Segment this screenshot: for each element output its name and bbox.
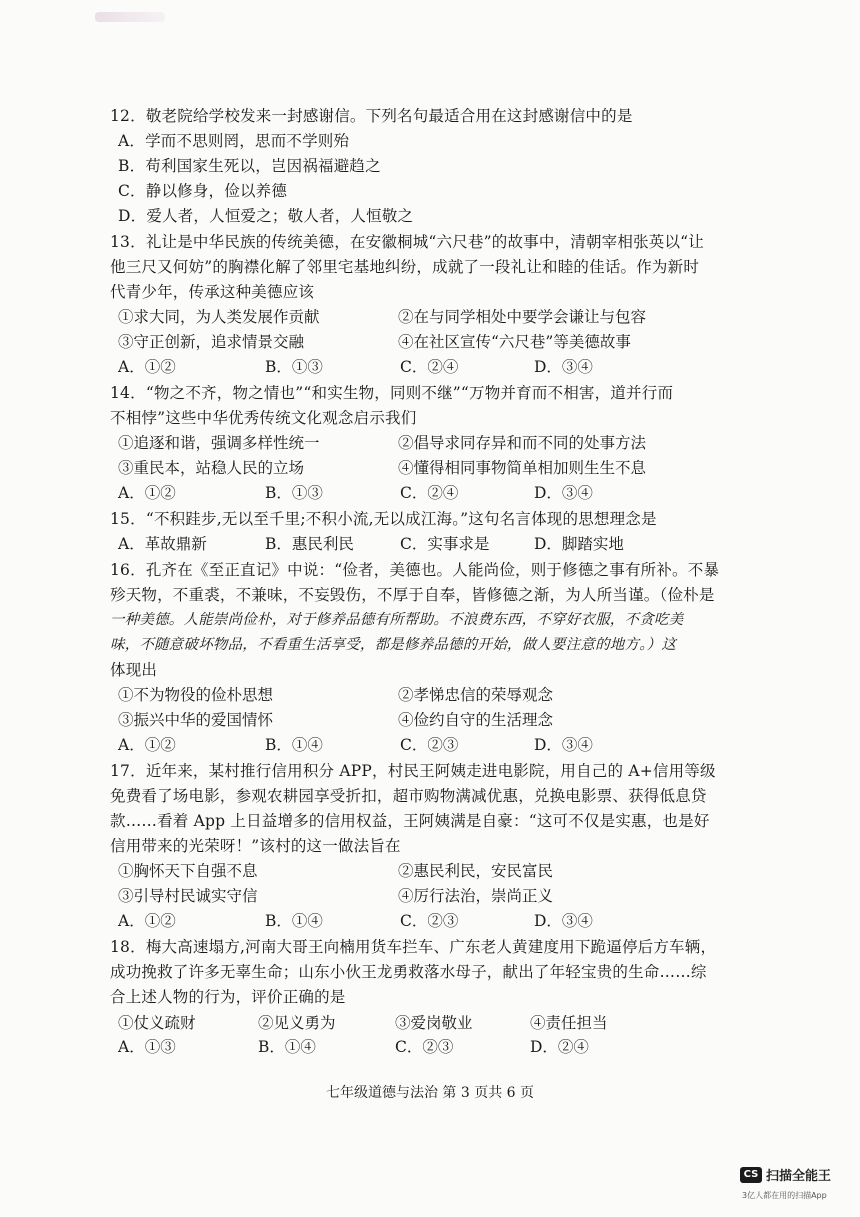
q18-choice-c: C．②③ xyxy=(395,1038,454,1056)
q14-choice-b: B．①③ xyxy=(265,484,323,502)
scanner-app-name: 扫描全能王 xyxy=(766,1169,832,1184)
q16-choice-d: D．③④ xyxy=(534,736,593,754)
q18-stem-line: 18．梅大高速塌方,河南大哥王向楠用货车拦车、广东老人黄建度用下跪逼停后方车辆， xyxy=(110,938,717,956)
q14-choice-d: D．③④ xyxy=(534,484,593,502)
q17-choice-d: D．③④ xyxy=(534,912,593,930)
q16-translation-line: 一种美德。人能崇尚俭朴，对于修养品德有所帮助。不浪费东西，不穿好衣服，不贪吃美 xyxy=(110,612,684,628)
q14-item-2: ②倡导求同存异和而不同的处事方法 xyxy=(398,434,647,452)
page-footer: 七年级道德与法治 第 3 页共 6 页 xyxy=(325,1085,535,1101)
q16-item-4: ④俭约自守的生活理念 xyxy=(398,711,554,729)
q13-stem-line: 代青少年，传承这种美德应该 xyxy=(110,283,315,301)
q17-item-3: ③引导村民诚实守信 xyxy=(118,887,258,905)
q16-choice-b: B．①④ xyxy=(265,736,323,754)
q17-choice-b: B．①④ xyxy=(265,912,323,930)
q16-translation-line: 味，不随意破坏物品，不看重生活享受，都是修养品德的开始，做人要注意的地方。）这 xyxy=(110,637,677,653)
q15-stem: 15．“不积跬步,无以至千里;不积小流,无以成江海。”这句名言体现的思想理念是 xyxy=(110,510,657,528)
q17-item-4: ④厉行法治，崇尚正义 xyxy=(398,887,554,905)
q12-option-d: D．爱人者，人恒爱之；敬人者，人恒敬之 xyxy=(118,207,414,225)
q13-choice-d: D．③④ xyxy=(534,358,593,376)
q15-choice-d: D．脚踏实地 xyxy=(534,535,624,553)
q18-choice-b: B．①④ xyxy=(258,1038,316,1056)
q15-choice-b: B．惠民利民 xyxy=(265,535,354,553)
q12-stem: 12．敬老院给学校发来一封感谢信。下列名句最适合用在这封感谢信中的是 xyxy=(110,107,633,125)
q17-item-1: ①胸怀天下自强不息 xyxy=(118,862,258,880)
q16-stem-line: 体现出 xyxy=(110,661,158,679)
q12-option-a: A．学而不思则罔，思而不学则殆 xyxy=(118,132,350,150)
q18-choice-a: A．①③ xyxy=(118,1038,176,1056)
q13-item-4: ④在社区宣传“六尺巷”等美德故事 xyxy=(398,333,631,351)
q16-item-2: ②孝悌忠信的荣辱观念 xyxy=(398,686,554,704)
q13-choice-c: C．②④ xyxy=(400,358,459,376)
q17-stem-line: 17．近年来，某村推行信用积分 APP，村民王阿姨走进电影院，用自己的 A+信用等级 xyxy=(110,762,716,780)
q12-option-b: B．苟利国家生死以，岂因祸福避趋之 xyxy=(118,157,381,175)
q17-stem-line: 信用带来的光荣呀！”该村的这一做法旨在 xyxy=(110,837,401,855)
q18-stem-line: 成功挽救了许多无辜生命；山东小伙王龙勇救落水母子，献出了年轻宝贵的生命……综 xyxy=(110,963,707,981)
q15-choice-c: C．实事求是 xyxy=(400,535,490,553)
q14-stem-line: 不相悖”这些中华优秀传统文化观念启示我们 xyxy=(110,409,417,427)
q16-stem-line: 16．孔齐在《至正直记》中说：“俭者，美德也。人能尚俭，则于修德之事有所补。不暴 xyxy=(110,561,720,579)
q14-item-1: ①追逐和谐，强调多样性统一 xyxy=(118,434,320,452)
q18-item-1: ①仗义疏财 xyxy=(118,1014,196,1032)
q13-stem-line: 他三尺又何妨”的胸襟化解了邻里宅基地纠纷，成就了一段礼让和睦的佳话。作为新时 xyxy=(110,258,700,276)
q16-item-3: ③振兴中华的爱国情怀 xyxy=(118,711,274,729)
q13-item-2: ②在与同学相处中要学会谦让与包容 xyxy=(398,308,647,326)
q16-choice-c: C．②③ xyxy=(400,736,459,754)
q13-stem-line: 13．礼让是中华民族的传统美德，在安徽桐城“六尺巷”的故事中，清朝宰相张英以“让 xyxy=(110,233,704,251)
q17-stem-line: 免费看了场电影，参观农耕园享受折扣，超市购物满减优惠，兑换电影票、获得低息贷 xyxy=(110,787,707,805)
q18-item-4: ④责任担当 xyxy=(530,1014,608,1032)
q14-choice-c: C．②④ xyxy=(400,484,459,502)
q17-item-2: ②惠民利民，安民富民 xyxy=(398,862,554,880)
q18-choice-d: D．②④ xyxy=(530,1038,589,1056)
q14-stem-line: 14．“物之不齐，物之情也”“和实生物，同则不继”“万物并育而不相害，道并行而 xyxy=(110,384,674,402)
q18-item-2: ②见义勇为 xyxy=(258,1014,336,1032)
q14-choice-a: A．①② xyxy=(118,484,176,502)
scanner-watermark xyxy=(740,1165,831,1184)
q17-stem-line: 款……看着 App 上日益增多的信用权益，王阿姨满是自豪：“这可不仅是实惠，也是好 xyxy=(110,812,710,830)
q14-item-4: ④懂得相同事物简单相加则生生不息 xyxy=(398,459,647,477)
q13-item-1: ①求大同，为人类发展作贡献 xyxy=(118,308,320,326)
q16-choice-a: A．①② xyxy=(118,736,176,754)
q13-choice-b: B．①③ xyxy=(265,358,323,376)
q12-option-c: C．静以修身，俭以养德 xyxy=(118,182,288,200)
camscanner-logo-icon: CS xyxy=(740,1167,762,1183)
q16-item-1: ①不为物役的俭朴思想 xyxy=(118,686,274,704)
q18-stem-line: 合上述人物的行为，评价正确的是 xyxy=(110,988,346,1006)
q17-choice-a: A．①② xyxy=(118,912,176,930)
q17-choice-c: C．②③ xyxy=(400,912,459,930)
q18-item-3: ③爱岗敬业 xyxy=(395,1014,473,1032)
q13-item-3: ③守正创新，追求情景交融 xyxy=(118,333,305,351)
q16-stem-line: 殄天物，不重裘，不兼味，不妄毁伤，不厚于自奉，皆修德之渐，为人所当谨。（俭朴是 xyxy=(110,586,715,604)
q13-choice-a: A．①② xyxy=(118,358,176,376)
q15-choice-a: A．革故鼎新 xyxy=(118,535,207,553)
q14-item-3: ③重民本，站稳人民的立场 xyxy=(118,459,305,477)
scanner-tagline: 3亿人都在用的扫描App xyxy=(742,1191,827,1200)
scan-smudge xyxy=(95,12,165,22)
